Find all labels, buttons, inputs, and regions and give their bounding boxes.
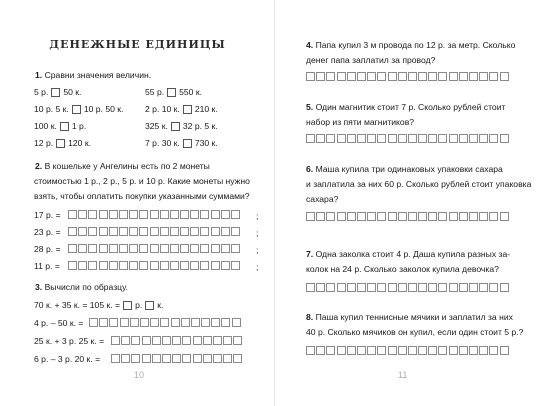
answer-box[interactable] bbox=[123, 301, 132, 310]
answer-cell[interactable] bbox=[428, 283, 437, 292]
answer-cell[interactable] bbox=[418, 346, 427, 355]
answer-cell[interactable] bbox=[500, 212, 509, 221]
answer-cell[interactable] bbox=[316, 134, 325, 143]
answer-cell[interactable] bbox=[428, 212, 437, 221]
task5-line-2: набор из пяти магнитиков? bbox=[306, 117, 415, 127]
answer-cell[interactable] bbox=[129, 210, 138, 219]
answer-cell[interactable] bbox=[306, 212, 315, 221]
semicolon: ; bbox=[256, 211, 259, 221]
page-number: 10 bbox=[134, 370, 145, 380]
answer-cell[interactable] bbox=[99, 244, 108, 253]
compare-box[interactable] bbox=[51, 88, 60, 97]
answer-cell[interactable] bbox=[418, 134, 427, 143]
answer-cell[interactable] bbox=[428, 72, 437, 81]
compare-row-4-right: 7 р. 30 к. 730 к. bbox=[145, 138, 218, 148]
semicolon: ; bbox=[256, 262, 259, 272]
compare-box[interactable] bbox=[56, 139, 65, 148]
answer-cell[interactable] bbox=[129, 261, 138, 270]
answer-cell[interactable] bbox=[449, 283, 458, 292]
answer-cell[interactable] bbox=[347, 212, 356, 221]
answer-cell[interactable] bbox=[150, 244, 159, 253]
answer-cell[interactable] bbox=[160, 210, 169, 219]
compare-row-1-right: 55 р. 550 к. bbox=[145, 87, 202, 97]
answer-cell[interactable] bbox=[388, 72, 397, 81]
answer-cell[interactable] bbox=[306, 134, 315, 143]
task3-item-2: 25 к. + 3 р. 25 к. = bbox=[34, 336, 105, 346]
answer-cell[interactable] bbox=[233, 336, 242, 345]
answer-cell[interactable] bbox=[182, 336, 191, 345]
answer-cell[interactable] bbox=[231, 261, 240, 270]
answer-cells[interactable] bbox=[306, 346, 510, 355]
task6-line-1: 6. Маша купила три одинаковых упаковки сахара bbox=[306, 164, 503, 174]
answer-cell[interactable] bbox=[139, 244, 148, 253]
answer-cell[interactable] bbox=[449, 72, 458, 81]
answer-cell[interactable] bbox=[469, 346, 478, 355]
answer-cell[interactable] bbox=[119, 227, 128, 236]
answer-cell[interactable] bbox=[99, 210, 108, 219]
answer-cell[interactable] bbox=[223, 354, 232, 363]
answer-cell[interactable] bbox=[438, 134, 447, 143]
answer-cell[interactable] bbox=[500, 283, 509, 292]
answer-cell[interactable] bbox=[193, 354, 202, 363]
answer-cell[interactable] bbox=[139, 210, 148, 219]
answer-cell[interactable] bbox=[377, 72, 386, 81]
answer-cell[interactable] bbox=[438, 212, 447, 221]
compare-box[interactable] bbox=[171, 122, 180, 131]
answer-cells[interactable] bbox=[111, 336, 243, 345]
answer-cell[interactable] bbox=[459, 283, 468, 292]
answer-cell[interactable] bbox=[131, 336, 140, 345]
answer-cell[interactable] bbox=[131, 354, 140, 363]
answer-cell[interactable] bbox=[211, 244, 220, 253]
answer-cell[interactable] bbox=[337, 346, 346, 355]
answer-cells[interactable] bbox=[111, 354, 243, 363]
answer-cell[interactable] bbox=[68, 210, 77, 219]
answer-cell[interactable] bbox=[459, 212, 468, 221]
answer-cell[interactable] bbox=[182, 354, 191, 363]
answer-cell[interactable] bbox=[201, 318, 210, 327]
right-page bbox=[275, 0, 550, 406]
answer-cell[interactable] bbox=[418, 212, 427, 221]
answer-cell[interactable] bbox=[109, 318, 118, 327]
answer-cell[interactable] bbox=[221, 244, 230, 253]
answer-cell[interactable] bbox=[109, 244, 118, 253]
answer-cell[interactable] bbox=[213, 336, 222, 345]
answer-cell[interactable] bbox=[231, 244, 240, 253]
answer-cell[interactable] bbox=[306, 346, 315, 355]
answer-cell[interactable] bbox=[469, 212, 478, 221]
answer-cell[interactable] bbox=[408, 134, 417, 143]
task3-item-3: 6 р. – 3 р. 20 к. = bbox=[34, 354, 101, 364]
answer-cell[interactable] bbox=[88, 244, 97, 253]
answer-cell[interactable] bbox=[398, 283, 407, 292]
answer-cell[interactable] bbox=[316, 283, 325, 292]
task7-line-2: колок на 24 р. Сколько заколок купила девочка? bbox=[306, 264, 499, 274]
answer-cell[interactable] bbox=[180, 227, 189, 236]
task2-line-1: 2. В кошельке у Ангелины есть по 2 монеты bbox=[35, 161, 210, 171]
answer-cell[interactable] bbox=[88, 261, 97, 270]
answer-cell[interactable] bbox=[233, 354, 242, 363]
task3-example: 70 к. + 35 к. = 105 к. = р. к. bbox=[34, 300, 164, 310]
semicolon: ; bbox=[256, 245, 259, 255]
answer-cell[interactable] bbox=[449, 134, 458, 143]
answer-cell[interactable] bbox=[347, 346, 356, 355]
answer-cell[interactable] bbox=[160, 261, 169, 270]
answer-cell[interactable] bbox=[408, 72, 417, 81]
answer-cell[interactable] bbox=[190, 210, 199, 219]
page-title: ДЕНЕЖНЫЕ ЕДИНИЦЫ bbox=[49, 38, 226, 51]
answer-cell[interactable] bbox=[160, 227, 169, 236]
answer-cell[interactable] bbox=[162, 336, 171, 345]
answer-cell[interactable] bbox=[347, 283, 356, 292]
task8-line-2: 40 р. Сколько мячиков он купил, если один стоит 5 р.? bbox=[306, 327, 524, 337]
semicolon: ; bbox=[256, 228, 259, 238]
task1-number: 1. bbox=[35, 70, 43, 80]
task5-line-1: 5. Один магнитик стоит 7 р. Сколько рублей стоит bbox=[306, 102, 506, 112]
compare-box[interactable] bbox=[183, 105, 192, 114]
answer-cell[interactable] bbox=[211, 227, 220, 236]
answer-cell[interactable] bbox=[357, 134, 366, 143]
answer-cell[interactable] bbox=[306, 283, 315, 292]
answer-cell[interactable] bbox=[479, 72, 488, 81]
compare-box[interactable] bbox=[60, 122, 69, 131]
answer-cell[interactable] bbox=[377, 134, 386, 143]
answer-cell[interactable] bbox=[326, 72, 335, 81]
answer-cell[interactable] bbox=[232, 318, 241, 327]
answer-cell[interactable] bbox=[191, 318, 200, 327]
task2-item-3: 28 р. = bbox=[34, 244, 61, 254]
answer-cell[interactable] bbox=[142, 336, 151, 345]
answer-cell[interactable] bbox=[347, 134, 356, 143]
answer-cell[interactable] bbox=[221, 210, 230, 219]
answer-cell[interactable] bbox=[78, 261, 87, 270]
answer-cell[interactable] bbox=[129, 244, 138, 253]
answer-cell[interactable] bbox=[99, 227, 108, 236]
task1-header bbox=[35, 70, 151, 80]
answer-cell[interactable] bbox=[213, 354, 222, 363]
answer-cell[interactable] bbox=[211, 318, 220, 327]
answer-cell[interactable] bbox=[129, 227, 138, 236]
answer-cell[interactable] bbox=[398, 72, 407, 81]
answer-cell[interactable] bbox=[357, 212, 366, 221]
answer-cell[interactable] bbox=[203, 354, 212, 363]
answer-cell[interactable] bbox=[121, 336, 130, 345]
answer-cell[interactable] bbox=[326, 134, 335, 143]
answer-cell[interactable] bbox=[398, 346, 407, 355]
answer-cell[interactable] bbox=[200, 261, 209, 270]
answer-cell[interactable] bbox=[78, 227, 87, 236]
answer-cell[interactable] bbox=[377, 283, 386, 292]
compare-box[interactable] bbox=[167, 88, 176, 97]
answer-cell[interactable] bbox=[68, 261, 77, 270]
answer-cell[interactable] bbox=[479, 346, 488, 355]
answer-cell[interactable] bbox=[500, 72, 509, 81]
answer-cell[interactable] bbox=[171, 318, 180, 327]
answer-cell[interactable] bbox=[203, 336, 212, 345]
answer-cell[interactable] bbox=[449, 346, 458, 355]
task6-line-2: и заплатила за них 60 р. Сколько рублей стоит упаковка bbox=[306, 179, 532, 189]
answer-cell[interactable] bbox=[367, 346, 376, 355]
answer-cell[interactable] bbox=[418, 72, 427, 81]
answer-cell[interactable] bbox=[408, 283, 417, 292]
answer-cell[interactable] bbox=[449, 212, 458, 221]
answer-cell[interactable] bbox=[152, 336, 161, 345]
answer-cell[interactable] bbox=[469, 134, 478, 143]
answer-cell[interactable] bbox=[193, 336, 202, 345]
answer-cells[interactable] bbox=[68, 210, 241, 219]
answer-cell[interactable] bbox=[357, 346, 366, 355]
answer-cell[interactable] bbox=[337, 72, 346, 81]
answer-cell[interactable] bbox=[200, 244, 209, 253]
task2-line-3: взять, чтобы оплатить покупки указанными суммами? bbox=[34, 191, 250, 201]
answer-cell[interactable] bbox=[469, 72, 478, 81]
answer-cell[interactable] bbox=[109, 261, 118, 270]
answer-cell[interactable] bbox=[459, 346, 468, 355]
answer-cell[interactable] bbox=[428, 346, 437, 355]
answer-cell[interactable] bbox=[459, 134, 468, 143]
answer-cells[interactable] bbox=[306, 134, 510, 143]
task2-item-4: 11 р. = bbox=[34, 261, 60, 271]
answer-cell[interactable] bbox=[109, 210, 118, 219]
answer-cell[interactable] bbox=[367, 72, 376, 81]
answer-cell[interactable] bbox=[489, 72, 498, 81]
answer-cell[interactable] bbox=[357, 283, 366, 292]
compare-row-4-left: 12 р. 120 к. bbox=[34, 138, 91, 148]
task3-header: 3. Вычисли по образцу. bbox=[35, 282, 128, 292]
answer-cell[interactable] bbox=[68, 227, 77, 236]
task6-line-3: сахара? bbox=[306, 194, 339, 204]
answer-cell[interactable] bbox=[398, 212, 407, 221]
answer-cell[interactable] bbox=[316, 212, 325, 221]
task4-line-2: денег папа заплатил за провод? bbox=[306, 55, 436, 65]
answer-cell[interactable] bbox=[479, 212, 488, 221]
answer-cells[interactable] bbox=[68, 261, 241, 270]
answer-cell[interactable] bbox=[337, 134, 346, 143]
answer-cell[interactable] bbox=[489, 283, 498, 292]
answer-cell[interactable] bbox=[190, 227, 199, 236]
answer-cell[interactable] bbox=[119, 261, 128, 270]
compare-row-3-left: 100 к. 1 р. bbox=[34, 121, 87, 131]
answer-cell[interactable] bbox=[221, 318, 230, 327]
answer-cell[interactable] bbox=[223, 336, 232, 345]
answer-cell[interactable] bbox=[88, 227, 97, 236]
compare-row-1-left: 5 р. 50 к. bbox=[34, 87, 82, 97]
answer-cells[interactable] bbox=[68, 227, 241, 236]
answer-cell[interactable] bbox=[99, 318, 108, 327]
compare-row-2-left: 10 р. 5 к. 10 р. 50 к. bbox=[34, 104, 124, 114]
answer-cell[interactable] bbox=[428, 134, 437, 143]
answer-cell[interactable] bbox=[489, 134, 498, 143]
answer-cell[interactable] bbox=[500, 134, 509, 143]
task3-item-1: 4 р. – 50 к. = bbox=[34, 318, 84, 328]
answer-cell[interactable] bbox=[316, 346, 325, 355]
answer-cell[interactable] bbox=[479, 283, 488, 292]
answer-cells[interactable] bbox=[306, 212, 510, 221]
answer-cell[interactable] bbox=[469, 283, 478, 292]
answer-cell[interactable] bbox=[326, 212, 335, 221]
answer-cell[interactable] bbox=[120, 318, 129, 327]
task2-item-2: 23 р. = bbox=[34, 227, 61, 237]
page-number: 11 bbox=[398, 370, 408, 380]
answer-cell[interactable] bbox=[172, 336, 181, 345]
answer-cell[interactable] bbox=[111, 354, 120, 363]
answer-cell[interactable] bbox=[68, 244, 77, 253]
answer-cell[interactable] bbox=[150, 210, 159, 219]
answer-cell[interactable] bbox=[367, 283, 376, 292]
answer-cell[interactable] bbox=[150, 261, 159, 270]
task2-item-1: 17 р. = bbox=[34, 210, 61, 220]
answer-cell[interactable] bbox=[170, 244, 179, 253]
compare-box[interactable] bbox=[183, 139, 192, 148]
answer-cell[interactable] bbox=[170, 227, 179, 236]
answer-cell[interactable] bbox=[139, 227, 148, 236]
answer-cell[interactable] bbox=[500, 346, 509, 355]
answer-cell[interactable] bbox=[160, 318, 169, 327]
answer-cell[interactable] bbox=[190, 261, 199, 270]
answer-cell[interactable] bbox=[388, 283, 397, 292]
task1-text: Сравни значения величин. bbox=[44, 70, 152, 80]
answer-cell[interactable] bbox=[438, 72, 447, 81]
task7-line-1: 7. Одна заколка стоит 4 р. Даша купила разных за- bbox=[306, 249, 511, 259]
answer-cell[interactable] bbox=[377, 212, 386, 221]
answer-cell[interactable] bbox=[152, 354, 161, 363]
answer-cell[interactable] bbox=[142, 354, 151, 363]
task2-line-2: стоимостью 1 р., 2 р., 5 р. и 10 р. Какие монеты нужно bbox=[34, 176, 250, 186]
answer-cell[interactable] bbox=[438, 346, 447, 355]
answer-cell[interactable] bbox=[180, 261, 189, 270]
answer-cell[interactable] bbox=[306, 72, 315, 81]
answer-cell[interactable] bbox=[377, 346, 386, 355]
answer-cell[interactable] bbox=[337, 212, 346, 221]
answer-cell[interactable] bbox=[479, 134, 488, 143]
answer-cell[interactable] bbox=[162, 354, 171, 363]
answer-cell[interactable] bbox=[109, 227, 118, 236]
answer-cell[interactable] bbox=[408, 346, 417, 355]
answer-cells[interactable] bbox=[68, 244, 241, 253]
answer-cell[interactable] bbox=[438, 283, 447, 292]
answer-cell[interactable] bbox=[408, 212, 417, 221]
answer-cell[interactable] bbox=[119, 244, 128, 253]
answer-cell[interactable] bbox=[170, 210, 179, 219]
answer-cell[interactable] bbox=[190, 244, 199, 253]
answer-cell[interactable] bbox=[388, 212, 397, 221]
answer-cell[interactable] bbox=[231, 227, 240, 236]
answer-cell[interactable] bbox=[78, 210, 87, 219]
answer-box[interactable] bbox=[145, 301, 154, 310]
answer-cell[interactable] bbox=[231, 210, 240, 219]
answer-cell[interactable] bbox=[111, 336, 120, 345]
answer-cell[interactable] bbox=[89, 318, 98, 327]
task8-line-1: 8. Паша купил теннисные мячики и заплатил за них bbox=[306, 312, 513, 322]
answer-cell[interactable] bbox=[211, 210, 220, 219]
answer-cell[interactable] bbox=[181, 318, 190, 327]
answer-cell[interactable] bbox=[160, 244, 169, 253]
answer-cell[interactable] bbox=[418, 283, 427, 292]
task4-line-1: 4. Папа купил 3 м провода по 12 р. за метр. Сколько bbox=[306, 40, 516, 50]
answer-cell[interactable] bbox=[130, 318, 139, 327]
answer-cell[interactable] bbox=[180, 244, 189, 253]
answer-cell[interactable] bbox=[459, 72, 468, 81]
answer-cell[interactable] bbox=[489, 346, 498, 355]
answer-cell[interactable] bbox=[489, 212, 498, 221]
answer-cell[interactable] bbox=[388, 134, 397, 143]
answer-cell[interactable] bbox=[180, 210, 189, 219]
answer-cell[interactable] bbox=[357, 72, 366, 81]
answer-cell[interactable] bbox=[140, 318, 149, 327]
answer-cell[interactable] bbox=[388, 346, 397, 355]
answer-cell[interactable] bbox=[78, 244, 87, 253]
answer-cell[interactable] bbox=[337, 283, 346, 292]
answer-cell[interactable] bbox=[398, 134, 407, 143]
answer-cell[interactable] bbox=[221, 261, 230, 270]
answer-cell[interactable] bbox=[347, 72, 356, 81]
answer-cell[interactable] bbox=[121, 354, 130, 363]
answer-cell[interactable] bbox=[150, 227, 159, 236]
answer-cell[interactable] bbox=[316, 72, 325, 81]
answer-cells[interactable] bbox=[89, 318, 242, 327]
answer-cell[interactable] bbox=[200, 227, 209, 236]
answer-cell[interactable] bbox=[139, 261, 148, 270]
answer-cell[interactable] bbox=[211, 261, 220, 270]
answer-cell[interactable] bbox=[119, 210, 128, 219]
answer-cell[interactable] bbox=[172, 354, 181, 363]
compare-row-2-right: 2 р. 10 к. 210 к. bbox=[145, 104, 218, 114]
answer-cell[interactable] bbox=[88, 210, 97, 219]
answer-cell[interactable] bbox=[326, 283, 335, 292]
answer-cell[interactable] bbox=[367, 134, 376, 143]
answer-cell[interactable] bbox=[99, 261, 108, 270]
compare-box[interactable] bbox=[72, 105, 81, 114]
answer-cell[interactable] bbox=[367, 212, 376, 221]
answer-cell[interactable] bbox=[326, 346, 335, 355]
answer-cells[interactable] bbox=[306, 72, 510, 81]
answer-cells[interactable] bbox=[306, 283, 510, 292]
answer-cell[interactable] bbox=[221, 227, 230, 236]
answer-cell[interactable] bbox=[200, 210, 209, 219]
compare-row-3-right: 325 к. 32 р. 5 к. bbox=[145, 121, 218, 131]
answer-cell[interactable] bbox=[170, 261, 179, 270]
answer-cell[interactable] bbox=[150, 318, 159, 327]
